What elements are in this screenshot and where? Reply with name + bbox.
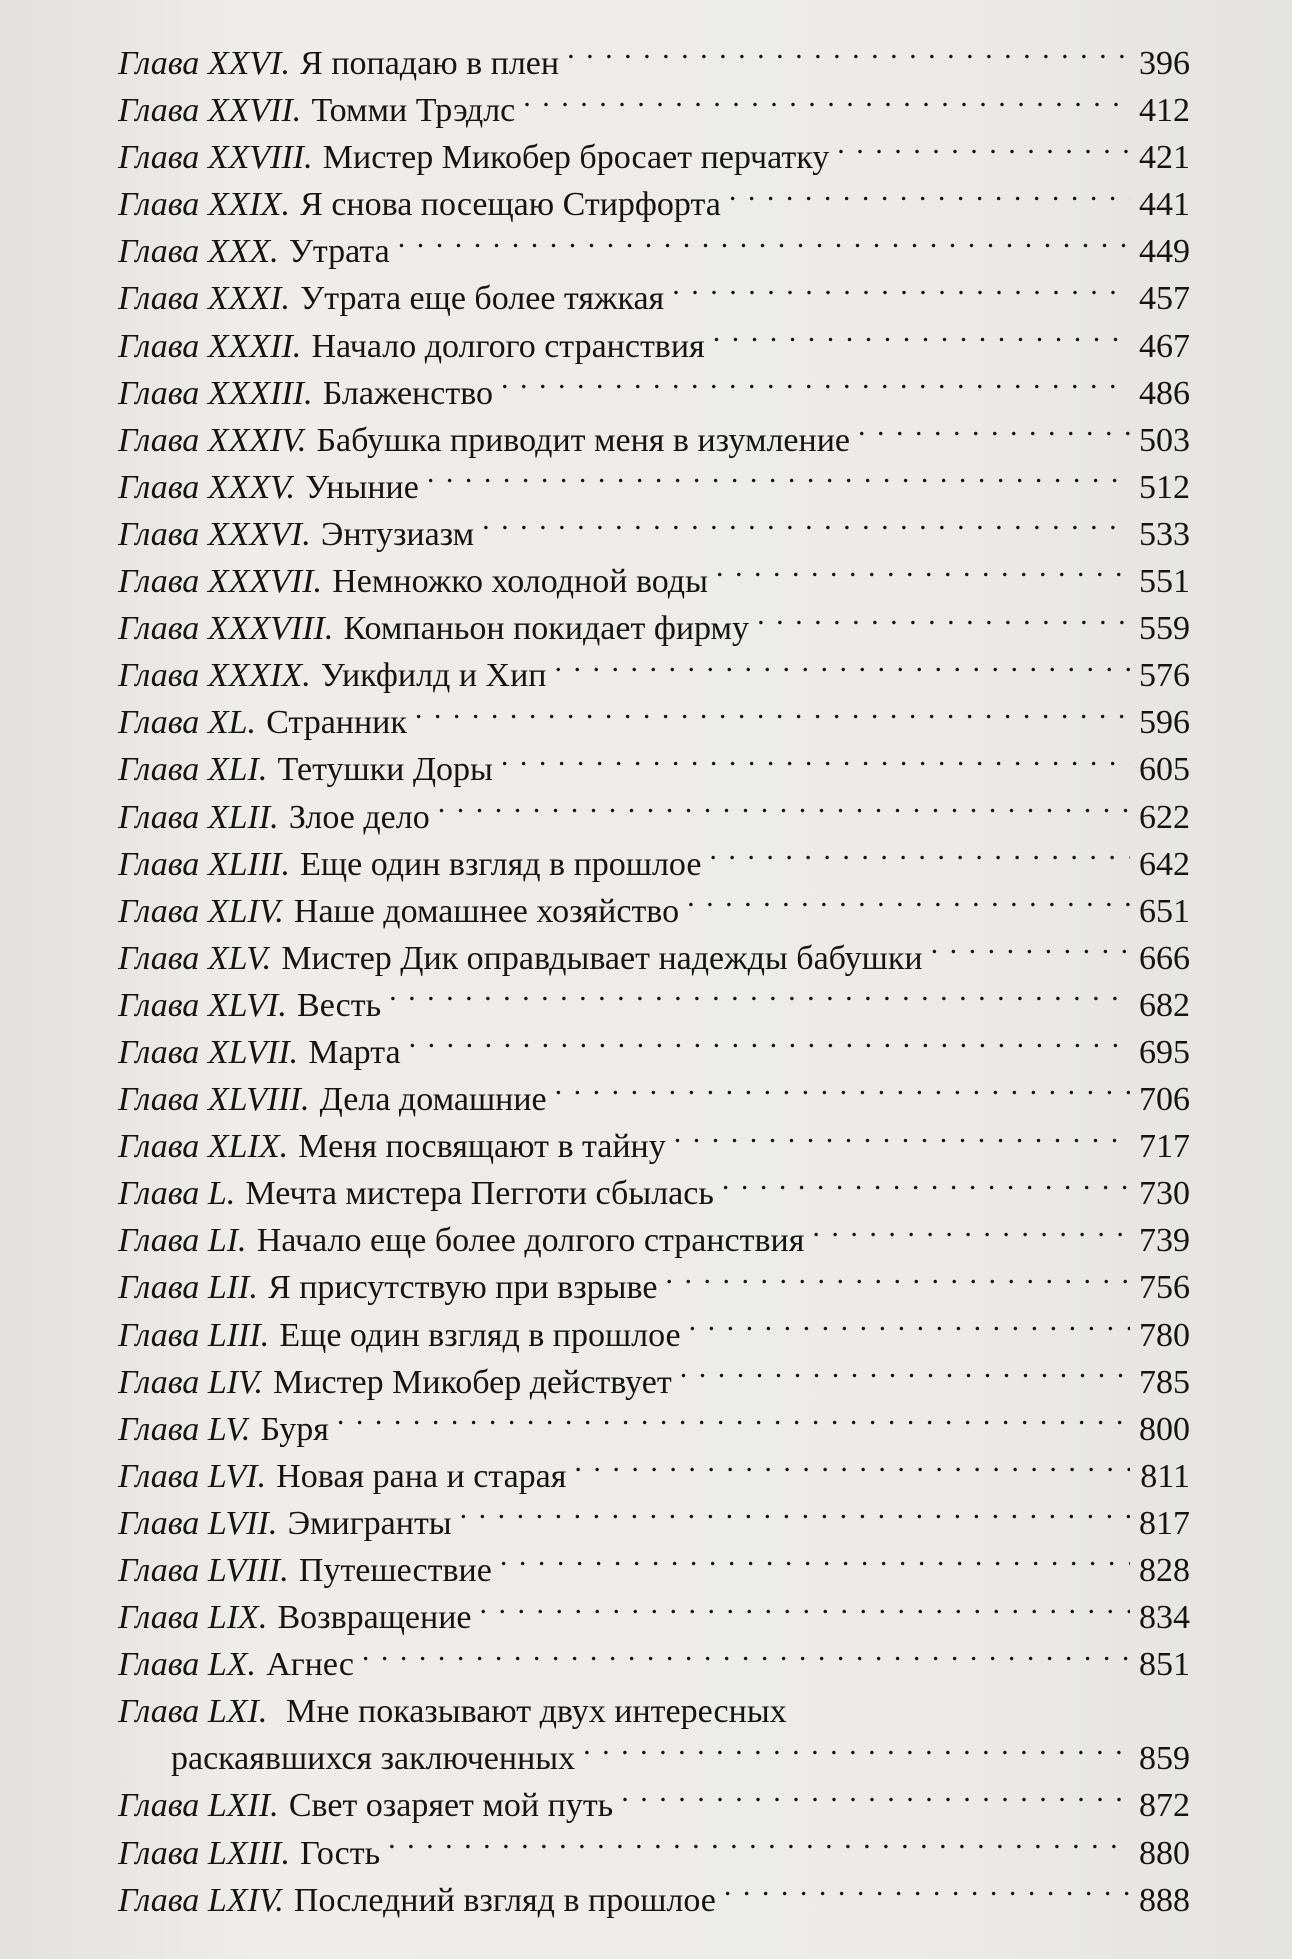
chapter-word: Глава xyxy=(118,1410,200,1448)
chapter-word: Глава xyxy=(118,421,200,459)
chapter-label: Глава XXXVII. xyxy=(118,563,323,601)
chapter-label: Глава XXIX. xyxy=(118,186,290,224)
chapter-label: Глава LXIV. xyxy=(118,1881,284,1919)
chapter-label: Глава LXII. xyxy=(118,1787,279,1825)
dot-leader xyxy=(555,1076,1130,1110)
chapter-label: Глава XXVIII. xyxy=(118,139,313,177)
chapter-label: Глава XLVIII. xyxy=(118,1081,310,1119)
dot-leader xyxy=(583,1735,1130,1769)
chapter-title: Бабушка приводит меня в изумление xyxy=(316,421,851,459)
chapter-label: Глава LV. xyxy=(118,1410,251,1448)
dot-leader xyxy=(337,1406,1130,1440)
page-number: 817 xyxy=(1139,1504,1190,1542)
toc-entry xyxy=(118,1217,1190,1264)
page-number: 811 xyxy=(1140,1457,1190,1495)
chapter-title: Возвращение xyxy=(277,1599,472,1637)
chapter-number: XXXIV xyxy=(207,421,298,459)
chapter-word: Глава xyxy=(118,986,200,1024)
chapter-number: XLVII xyxy=(207,1033,290,1071)
chapter-number: LXIII xyxy=(207,1834,282,1872)
chapter-word: Глава xyxy=(118,1128,200,1166)
dot-leader xyxy=(689,1312,1130,1346)
toc-entry xyxy=(118,87,1190,134)
page-number: 888 xyxy=(1139,1881,1190,1919)
chapter-label: Глава XLIV. xyxy=(118,892,284,930)
chapter-label: Глава XXXVI. xyxy=(118,515,311,553)
toc-entry xyxy=(118,1547,1190,1594)
page-number: 396 xyxy=(1139,45,1190,82)
chapter-word: Глава xyxy=(118,1316,200,1354)
chapter-title: Я снова посещаю Стирфорта xyxy=(300,186,721,224)
toc-entry xyxy=(118,1359,1190,1406)
chapter-number: XXXI xyxy=(207,280,282,318)
chapter-number: XLIV xyxy=(207,892,276,930)
chapter-number: XXXIII xyxy=(207,374,305,412)
chapter-title: Новая рана и старая xyxy=(276,1457,567,1495)
dot-leader xyxy=(709,841,1130,875)
dot-leader xyxy=(438,794,1130,828)
chapter-label: Глава LIX. xyxy=(118,1599,268,1637)
dot-leader xyxy=(574,1453,1130,1487)
chapter-number: XL xyxy=(207,704,248,742)
chapter-title: Я попадаю в плен xyxy=(300,45,560,82)
chapter-number: LII xyxy=(207,1269,250,1307)
chapter-title: Немножко холодной воды xyxy=(332,563,708,601)
chapter-word: Глава xyxy=(118,186,200,224)
chapter-number: XXVIII xyxy=(207,139,305,177)
chapter-number: XXVII xyxy=(207,92,293,130)
toc-entry xyxy=(118,464,1190,511)
chapter-number: LVII xyxy=(207,1504,269,1542)
chapter-label: Глава XXVI. xyxy=(118,45,290,82)
chapter-number: LXIV xyxy=(207,1881,276,1919)
page-number: 622 xyxy=(1139,798,1190,836)
page-number: 717 xyxy=(1139,1128,1190,1166)
dot-leader xyxy=(555,652,1131,686)
dot-leader xyxy=(415,699,1130,733)
toc-entry xyxy=(118,1688,1190,1782)
chapter-label: Глава LII. xyxy=(118,1269,258,1307)
chapter-title: Еще один взгляд в прошлое xyxy=(279,1316,681,1354)
chapter-title: Мне показывают двух интересных xyxy=(286,1693,787,1731)
chapter-number: XXVI xyxy=(207,45,282,82)
toc-entry xyxy=(118,1029,1190,1076)
chapter-title: Я присутствую при взрыве xyxy=(268,1269,658,1307)
toc-entry xyxy=(118,1453,1190,1500)
dot-leader xyxy=(674,1123,1130,1157)
chapter-label: Глава L. xyxy=(118,1175,236,1213)
page-number: 851 xyxy=(1139,1646,1190,1684)
chapter-word: Глава xyxy=(118,1552,200,1589)
chapter-word: Глава xyxy=(118,515,200,553)
toc-entry xyxy=(118,1641,1190,1688)
chapter-label: Глава XLIII. xyxy=(118,845,290,883)
chapter-title: Мистер Микобер действует xyxy=(273,1363,672,1401)
chapter-number: LIV xyxy=(207,1363,255,1401)
chapter-title: Томми Трэдлс xyxy=(311,92,516,130)
chapter-label: Глава XLIX. xyxy=(118,1128,289,1166)
chapter-number: LI xyxy=(207,1222,239,1260)
chapter-label: Глава XLII. xyxy=(118,798,279,836)
chapter-title: Энтузиазм xyxy=(320,515,475,553)
page-number: 412 xyxy=(1139,92,1190,130)
chapter-label: Глава XXXIV. xyxy=(118,421,307,459)
chapter-label: Глава XXXIII. xyxy=(118,374,313,412)
chapter-number: XLVIII xyxy=(207,1081,301,1119)
dot-leader xyxy=(567,40,1130,74)
toc-entry xyxy=(118,1312,1190,1359)
chapter-title: Меня посвящают в тайну xyxy=(298,1128,666,1166)
chapter-title: Дела домашние xyxy=(319,1081,547,1119)
chapter-label: Глава LIII. xyxy=(118,1316,270,1354)
chapter-number: XXXVI xyxy=(207,515,303,553)
chapter-title: Утрата xyxy=(288,233,390,271)
chapter-label: Глава XXXI. xyxy=(118,280,290,318)
chapter-label: Глава LVII. xyxy=(118,1504,278,1542)
chapter-word: Глава xyxy=(118,704,200,742)
toc-entry xyxy=(118,40,1190,87)
chapter-label: Глава XXX. xyxy=(118,233,279,271)
dot-leader xyxy=(501,370,1130,404)
chapter-number: LVIII xyxy=(207,1552,281,1589)
chapter-number: XXXVII xyxy=(207,563,314,601)
page-number: 533 xyxy=(1139,515,1190,553)
chapter-number: LVI xyxy=(207,1457,258,1495)
dot-leader xyxy=(460,1500,1130,1534)
chapter-number: XLVI xyxy=(207,986,279,1024)
page-number: 872 xyxy=(1139,1787,1190,1825)
toc-entry xyxy=(118,511,1190,558)
chapter-label: Глава XXXIX. xyxy=(118,657,311,695)
dot-leader xyxy=(500,1547,1130,1581)
dot-leader xyxy=(724,1877,1130,1911)
chapter-word: Глава xyxy=(118,1457,200,1495)
page-number: 880 xyxy=(1139,1834,1190,1872)
chapter-word: Глава xyxy=(118,1222,200,1260)
page-number: 421 xyxy=(1139,139,1190,177)
chapter-number: XLIX xyxy=(207,1128,280,1166)
chapter-label: Глава XLV. xyxy=(118,939,272,977)
chapter-title: Еще один взгляд в прошлое xyxy=(300,845,702,883)
toc-entry xyxy=(118,1170,1190,1217)
page-number: 441 xyxy=(1139,186,1190,224)
chapter-word: Глава xyxy=(118,1787,200,1825)
chapter-title: Мистер Микобер бросает перчатку xyxy=(322,139,830,177)
chapter-label: Глава XXXII. xyxy=(118,327,302,365)
chapter-word: Глава xyxy=(118,327,200,365)
toc-entry xyxy=(118,417,1190,464)
toc-entry xyxy=(118,605,1190,652)
chapter-title: Тетушки Доры xyxy=(277,751,493,789)
chapter-title: Компаньон покидает фирму xyxy=(343,610,750,648)
chapter-title: Утрата еще более тяжкая xyxy=(300,280,665,318)
page-number: 785 xyxy=(1139,1363,1190,1401)
chapter-title: Последний взгляд в прошлое xyxy=(293,1881,716,1919)
toc-entry xyxy=(118,275,1190,322)
toc-entry xyxy=(118,1123,1190,1170)
chapter-title: Мистер Дик оправдывает надежды бабушки xyxy=(281,939,923,977)
toc-entry xyxy=(118,134,1190,181)
toc-entry xyxy=(118,1076,1190,1123)
toc-entry xyxy=(118,558,1190,605)
table-of-contents xyxy=(118,40,1190,1924)
chapter-title: Буря xyxy=(260,1410,329,1448)
chapter-label: Глава XXVII. xyxy=(118,92,302,130)
page-number: 651 xyxy=(1139,892,1190,930)
chapter-title: Начало долгого странствия xyxy=(311,327,705,365)
dot-leader xyxy=(409,1029,1130,1063)
chapter-title: Уныние xyxy=(305,468,419,506)
page-number: 706 xyxy=(1139,1081,1190,1119)
page-number: 559 xyxy=(1139,610,1190,648)
chapter-word: Глава xyxy=(118,1646,200,1684)
chapter-word: Глава xyxy=(118,1881,200,1919)
chapter-word: Глава xyxy=(118,280,200,318)
chapter-number: XXX xyxy=(207,233,271,271)
chapter-word: Глава xyxy=(118,798,200,836)
chapter-word: Глава xyxy=(118,139,200,177)
chapter-label: Глава LX. xyxy=(118,1646,256,1684)
dot-leader xyxy=(687,888,1130,922)
chapter-number: LIII xyxy=(207,1316,261,1354)
page-number: 486 xyxy=(1139,374,1190,412)
dot-leader xyxy=(427,464,1130,498)
toc-entry xyxy=(118,1264,1190,1311)
chapter-word: Глава xyxy=(118,1834,200,1872)
chapter-title: Эмигранты xyxy=(287,1504,452,1542)
chapter-label: Глава LVIII. xyxy=(118,1552,289,1589)
chapter-title: Начало еще более долгого странствия xyxy=(256,1222,805,1260)
page-number: 576 xyxy=(1139,657,1190,695)
chapter-word: Глава xyxy=(118,563,200,601)
chapter-number: L xyxy=(207,1175,227,1213)
dot-leader xyxy=(388,1830,1130,1864)
toc-entry xyxy=(118,746,1190,793)
toc-entry xyxy=(118,1500,1190,1547)
toc-entry xyxy=(118,228,1190,275)
chapter-number: XLIII xyxy=(207,845,282,883)
dot-leader xyxy=(812,1217,1130,1251)
toc-entry xyxy=(118,181,1190,228)
dot-leader xyxy=(480,1594,1130,1628)
chapter-word: Глава xyxy=(118,751,200,789)
chapter-number: LV xyxy=(207,1410,242,1448)
chapter-word: Глава xyxy=(118,610,200,648)
page-number: 605 xyxy=(1139,751,1190,789)
chapter-title-continued: раскаявшихся заключенных xyxy=(171,1740,576,1778)
toc-entry xyxy=(118,982,1190,1029)
chapter-word: Глава xyxy=(118,1033,200,1071)
chapter-word: Глава xyxy=(118,1504,200,1542)
toc-entry xyxy=(118,1782,1190,1829)
chapter-title: Странник xyxy=(266,704,407,742)
page-number: 596 xyxy=(1139,704,1190,742)
chapter-label: Глава XXXV. xyxy=(118,468,296,506)
dot-leader xyxy=(713,323,1130,357)
dot-leader xyxy=(757,605,1130,639)
toc-entry xyxy=(118,794,1190,841)
page-number: 730 xyxy=(1139,1175,1190,1213)
chapter-title: Блаженство xyxy=(322,374,494,412)
toc-entry xyxy=(118,370,1190,417)
toc-entry xyxy=(118,1830,1190,1877)
chapter-word: Глава xyxy=(118,1081,200,1119)
dot-leader xyxy=(389,982,1130,1016)
page-number: 682 xyxy=(1139,986,1190,1024)
chapter-title: Гость xyxy=(300,1834,381,1872)
chapter-number: XXXIX xyxy=(207,657,303,695)
page-number: 859 xyxy=(1139,1740,1190,1778)
dot-leader xyxy=(680,1359,1130,1393)
page-number: 512 xyxy=(1139,468,1190,506)
chapter-word: Глава xyxy=(118,1175,200,1213)
toc-entry xyxy=(118,323,1190,370)
chapter-word: Глава xyxy=(118,657,200,695)
page-number: 457 xyxy=(1139,280,1190,318)
page-number: 828 xyxy=(1139,1552,1190,1589)
chapter-number: XXIX xyxy=(207,186,282,224)
dot-leader xyxy=(621,1782,1130,1816)
page-number: 503 xyxy=(1139,421,1190,459)
chapter-word: Глава xyxy=(118,892,200,930)
chapter-word: Глава xyxy=(118,1363,200,1401)
chapter-word: Глава xyxy=(118,1599,200,1637)
chapter-word: Глава xyxy=(118,45,200,82)
chapter-label: Глава XLVI. xyxy=(118,986,287,1024)
dot-leader xyxy=(672,275,1130,309)
chapter-number: XXXVIII xyxy=(207,610,325,648)
dot-leader xyxy=(716,558,1130,592)
chapter-label: Глава LIV. xyxy=(118,1363,263,1401)
toc-entry xyxy=(118,699,1190,746)
chapter-word: Глава xyxy=(118,468,200,506)
chapter-title: Наше домашнее хозяйство xyxy=(293,892,680,930)
chapter-label: Глава XLVII. xyxy=(118,1033,299,1071)
toc-entry xyxy=(118,1406,1190,1453)
chapter-word: Глава xyxy=(118,845,200,883)
chapter-number: XXXV xyxy=(207,468,287,506)
chapter-label: Глава LVI. xyxy=(118,1457,267,1495)
dot-leader xyxy=(665,1264,1130,1298)
chapter-label: Глава XLI. xyxy=(118,751,268,789)
dot-leader xyxy=(501,746,1130,780)
chapter-title: Путешествие xyxy=(298,1552,492,1589)
chapter-number: LIX xyxy=(207,1599,259,1637)
page-number: 467 xyxy=(1139,327,1190,365)
dot-leader xyxy=(482,511,1130,545)
chapter-word: Глава xyxy=(118,233,200,271)
toc-entry xyxy=(118,1877,1190,1924)
chapter-title: Марта xyxy=(308,1033,401,1071)
page-number: 834 xyxy=(1139,1599,1190,1637)
toc-entry xyxy=(118,935,1190,982)
page-number: 780 xyxy=(1139,1316,1190,1354)
chapter-title: Злое дело xyxy=(288,798,430,836)
chapter-label: Глава LXI. xyxy=(118,1693,268,1731)
chapter-label: Глава XL. xyxy=(118,704,256,742)
chapter-word: Глава xyxy=(118,1693,200,1731)
toc-entry xyxy=(118,1594,1190,1641)
chapter-number: XXXII xyxy=(207,327,293,365)
page-number: 756 xyxy=(1139,1269,1190,1307)
dot-leader xyxy=(837,134,1130,168)
dot-leader xyxy=(931,935,1130,969)
chapter-title: Свет озаряет мой путь xyxy=(288,1787,614,1825)
page-number: 666 xyxy=(1139,939,1190,977)
toc-entry xyxy=(118,841,1190,888)
toc-entry xyxy=(118,888,1190,935)
dot-leader xyxy=(729,181,1130,215)
dot-leader xyxy=(398,228,1130,262)
chapter-label: Глава LXIII. xyxy=(118,1834,290,1872)
chapter-number: LXI xyxy=(207,1693,259,1731)
chapter-label: Глава XXXVIII. xyxy=(118,610,334,648)
page-number: 695 xyxy=(1139,1033,1190,1071)
chapter-number: LXII xyxy=(207,1787,271,1825)
chapter-title: Весть xyxy=(297,986,382,1024)
page-number: 449 xyxy=(1139,233,1190,271)
page-number: 642 xyxy=(1139,845,1190,883)
chapter-word: Глава xyxy=(118,92,200,130)
page-number: 800 xyxy=(1139,1410,1190,1448)
chapter-word: Глава xyxy=(118,1269,200,1307)
chapter-title: Уикфилд и Хип xyxy=(320,657,547,695)
dot-leader xyxy=(362,1641,1130,1675)
page-number: 739 xyxy=(1139,1222,1190,1260)
chapter-label: Глава LI. xyxy=(118,1222,247,1260)
chapter-number: LX xyxy=(207,1646,248,1684)
dot-leader xyxy=(722,1170,1130,1204)
toc-entry xyxy=(118,652,1190,699)
dot-leader xyxy=(858,417,1130,451)
dot-leader xyxy=(523,87,1130,121)
chapter-title: Мечта мистера Пегготи сбылась xyxy=(245,1175,714,1213)
chapter-word: Глава xyxy=(118,939,200,977)
chapter-number: XLII xyxy=(207,798,271,836)
page-number: 551 xyxy=(1139,563,1190,601)
chapter-number: XLI xyxy=(207,751,259,789)
chapter-number: XLV xyxy=(207,939,263,977)
chapter-title: Агнес xyxy=(266,1646,354,1684)
chapter-word: Глава xyxy=(118,374,200,412)
